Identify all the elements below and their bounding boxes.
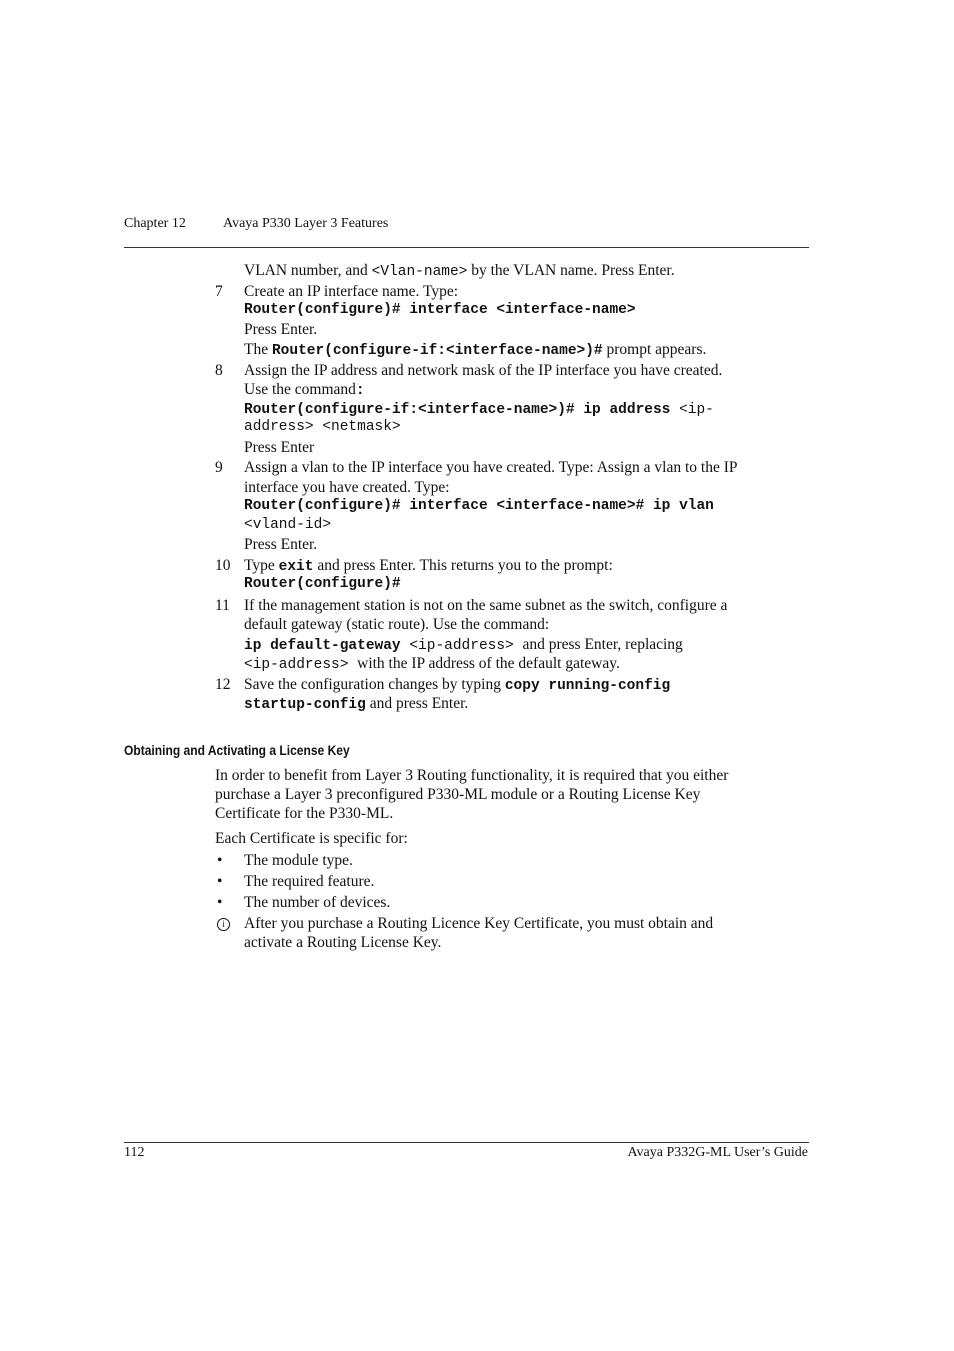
- step-text: <ip-address> with the IP address of the default gateway.: [244, 655, 620, 673]
- chapter-label: Chapter 12: [124, 216, 186, 231]
- bullet-icon: •: [217, 873, 223, 890]
- step-text: Press Enter.: [244, 321, 318, 338]
- step-text: Create an IP interface name. Type:: [244, 283, 459, 300]
- step-text: Assign the IP address and network mask of the IP interface you have created.: [244, 362, 723, 379]
- step-number: 7: [215, 283, 223, 300]
- step-text: Press Enter: [244, 439, 315, 456]
- bullet-item: The number of devices.: [244, 894, 391, 911]
- step-number: 8: [215, 362, 223, 379]
- note-line: After you purchase a Routing Licence Key Certificate, you must obtain and: [244, 915, 714, 932]
- command-line: Router(configure)# interface <interface-name># ip vlan: [244, 498, 714, 514]
- paragraph-line: Each Certificate is specific for:: [215, 830, 408, 847]
- step-text: The Router(configure-if:<interface-name>)# prompt appears.: [244, 341, 707, 359]
- continuation-line: VLAN number, and <Vlan-name> by the VLAN name. Press Enter.: [244, 262, 675, 280]
- step-text: startup-config and press Enter.: [244, 695, 469, 713]
- command-args: <vland-id>: [244, 517, 332, 533]
- bullet-item: The required feature.: [244, 873, 375, 890]
- command-line: Router(configure-if:<interface-name>)# ip address <ip-: [244, 402, 714, 418]
- step-number: 12: [215, 676, 231, 693]
- command-args: address> <netmask>: [244, 419, 401, 435]
- step-text: Use the command:: [244, 381, 365, 399]
- page-number: 112: [124, 1145, 145, 1160]
- step-text: Press Enter.: [244, 536, 318, 553]
- guide-title: Avaya P332G-ML User’s Guide: [627, 1145, 808, 1160]
- step-number: 10: [215, 557, 231, 574]
- paragraph-line: In order to benefit from Layer 3 Routing functionality, it is required that you either: [215, 767, 729, 784]
- step-number: 9: [215, 459, 223, 476]
- command-line: ip default-gateway <ip-address> and press Enter, replacing: [244, 636, 683, 654]
- chapter-title: Avaya P330 Layer 3 Features: [223, 216, 389, 231]
- command-line: Router(configure)#: [244, 576, 401, 592]
- section-heading: Obtaining and Activating a License Key: [124, 742, 350, 758]
- paragraph-line: purchase a Layer 3 preconfigured P330-ML module or a Routing License Key: [215, 786, 701, 803]
- step-text: interface you have created. Type:: [244, 479, 450, 496]
- command-line: Router(configure)# interface <interface-name>: [244, 302, 636, 318]
- step-text: Assign a vlan to the IP interface you have created. Type: Assign a vlan to the IP: [244, 459, 738, 476]
- bullet-icon: •: [217, 894, 223, 911]
- note-line: activate a Routing License Key.: [244, 934, 442, 951]
- footer-rule: [124, 1142, 809, 1143]
- bullet-item: The module type.: [244, 852, 353, 869]
- step-text: Save the configuration changes by typing copy running-config: [244, 676, 671, 694]
- info-icon: i: [217, 918, 230, 931]
- step-text: default gateway (static route). Use the command:: [244, 616, 550, 633]
- step-text: Type exit and press Enter. This returns you to the prompt:: [244, 557, 613, 575]
- paragraph-line: Certificate for the P330-ML.: [215, 805, 394, 822]
- header-rule: [124, 247, 809, 248]
- step-text: If the management station is not on the same subnet as the switch, configure a: [244, 597, 728, 614]
- bullet-icon: •: [217, 852, 223, 869]
- step-number: 11: [215, 597, 230, 614]
